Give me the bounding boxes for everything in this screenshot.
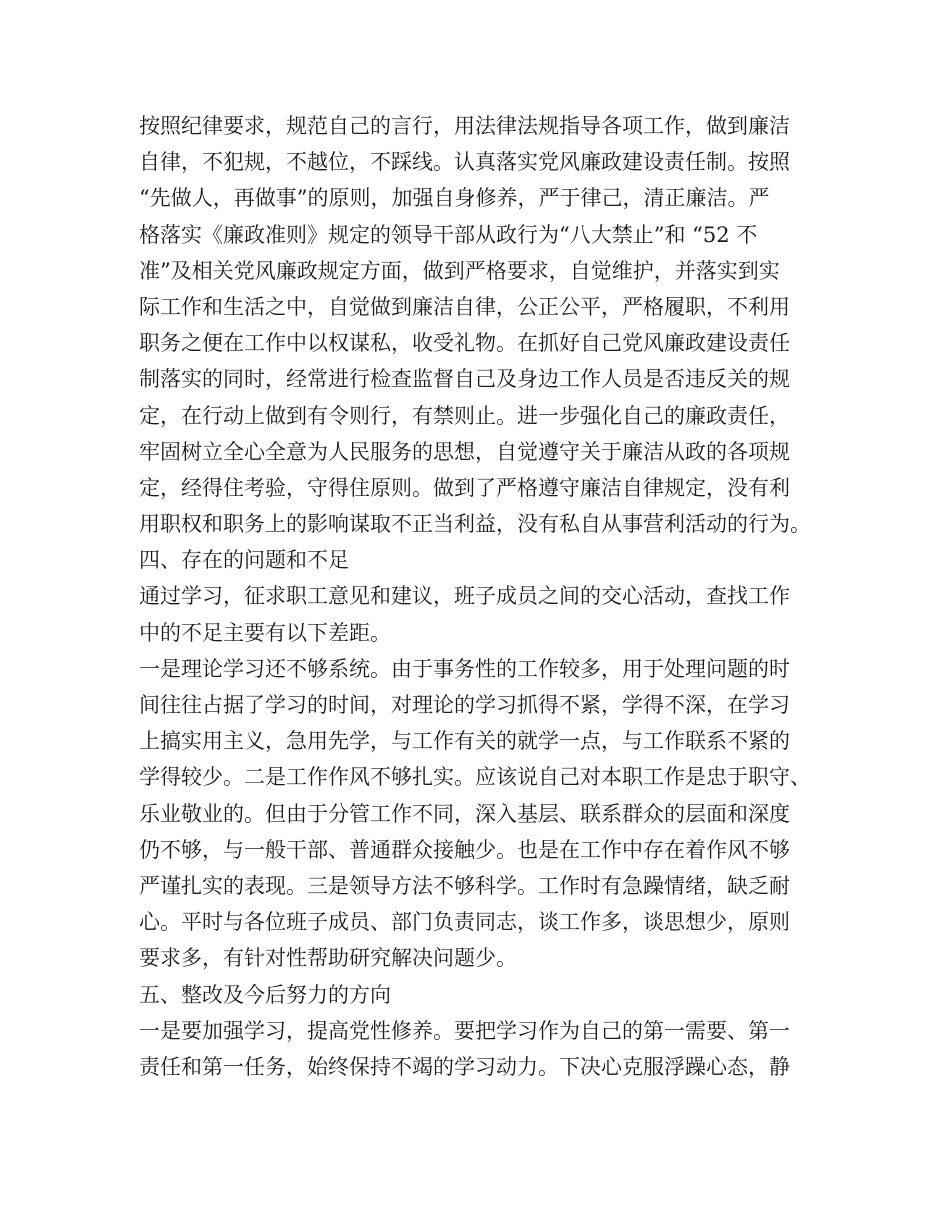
text-line: 责任和第一任务，始终保持不竭的学习动力。下决心克服浮躁心态，静	[139, 1054, 790, 1079]
text-line: 定，经得住考验，守得住原则。做到了严格遵守廉洁自律规定，没有利	[139, 475, 790, 500]
text-line: 准”及相关党风廉政规定方面，做到严格要求，自觉维护，并落实到实	[139, 258, 780, 283]
text-line: 上搞实用主义，急用先学，与工作有关的就学一点，与工作联系不紧的	[139, 729, 790, 754]
text-line: 通过学习，征求职工意见和建议，班子成员之间的交心活动，查找工作	[139, 584, 790, 609]
text-line: 严谨扎实的表现。三是领导方法不够科学。工作时有急躁情绪，缺乏耐	[139, 873, 790, 898]
text-line: 中的不足主要有以下差距。	[139, 620, 391, 645]
text-line: 学得较少。二是工作作风不够扎实。应该说自己对本职工作是忠于职守、	[139, 765, 811, 790]
text-line: 间往往占据了学习的时间，对理论的学习抓得不紧，学得不深，在学习	[139, 693, 790, 717]
text-line: 要求多，有针对性帮助研究解决问题少。	[139, 946, 517, 971]
text-line: 乐业敬业的。但由于分管工作不同，深入基层、联系群众的层面和深度	[139, 801, 790, 826]
text-line: 心。平时与各位班子成员、部门负责同志，谈工作多，谈思想少，原则	[139, 910, 790, 935]
text-line: 用职权和职务上的影响谋取不正当利益，没有私自从事营利活动的行为。	[139, 512, 811, 537]
text-line: 际工作和生活之中，自觉做到廉洁自律，公正公平，严格履职，不利用	[139, 294, 790, 319]
section-heading: 五、整改及今后努力的方向	[139, 982, 391, 1007]
text-line: 按照纪律要求，规范自己的言行，用法律法规指导各项工作，做到廉洁	[139, 114, 790, 138]
document-body	[139, 108, 829, 1085]
text-line: 牢固树立全心全意为人民服务的思想，自觉遵守关于廉洁从政的各项规	[139, 439, 790, 464]
text-line: 一是要加强学习，提高党性修养。要把学习作为自己的第一需要、第一	[139, 1018, 790, 1043]
text-line: 制落实的同时，经常进行检查监督自己及身边工作人员是否违反关的规	[139, 367, 790, 392]
text-line: “先做人，再做事”的原则，加强自身修养，严于律己，清正廉洁。严	[139, 186, 770, 211]
text-line: 一是理论学习还不够系统。由于事务性的工作较多，用于处理问题的时	[139, 656, 790, 681]
text-line: 格落实《廉政准则》规定的领导干部从政行为“八大禁止”和 “52 不	[139, 222, 758, 247]
section-heading: 四、存在的问题和不足	[139, 548, 349, 573]
text-line: 仍不够，与一般干部、普通群众接触少。也是在工作中存在着作风不够	[139, 837, 790, 862]
text-line: 职务之便在工作中以权谋私，收受礼物。在抓好自己党风廉政建设责任	[139, 331, 790, 356]
text-line: 定，在行动上做到有令则行，有禁则止。进一步强化自己的廉政责任，	[139, 403, 790, 428]
text-line: 自律，不犯规，不越位，不踩线。认真落实党风廉政建设责任制。按照	[139, 150, 790, 175]
